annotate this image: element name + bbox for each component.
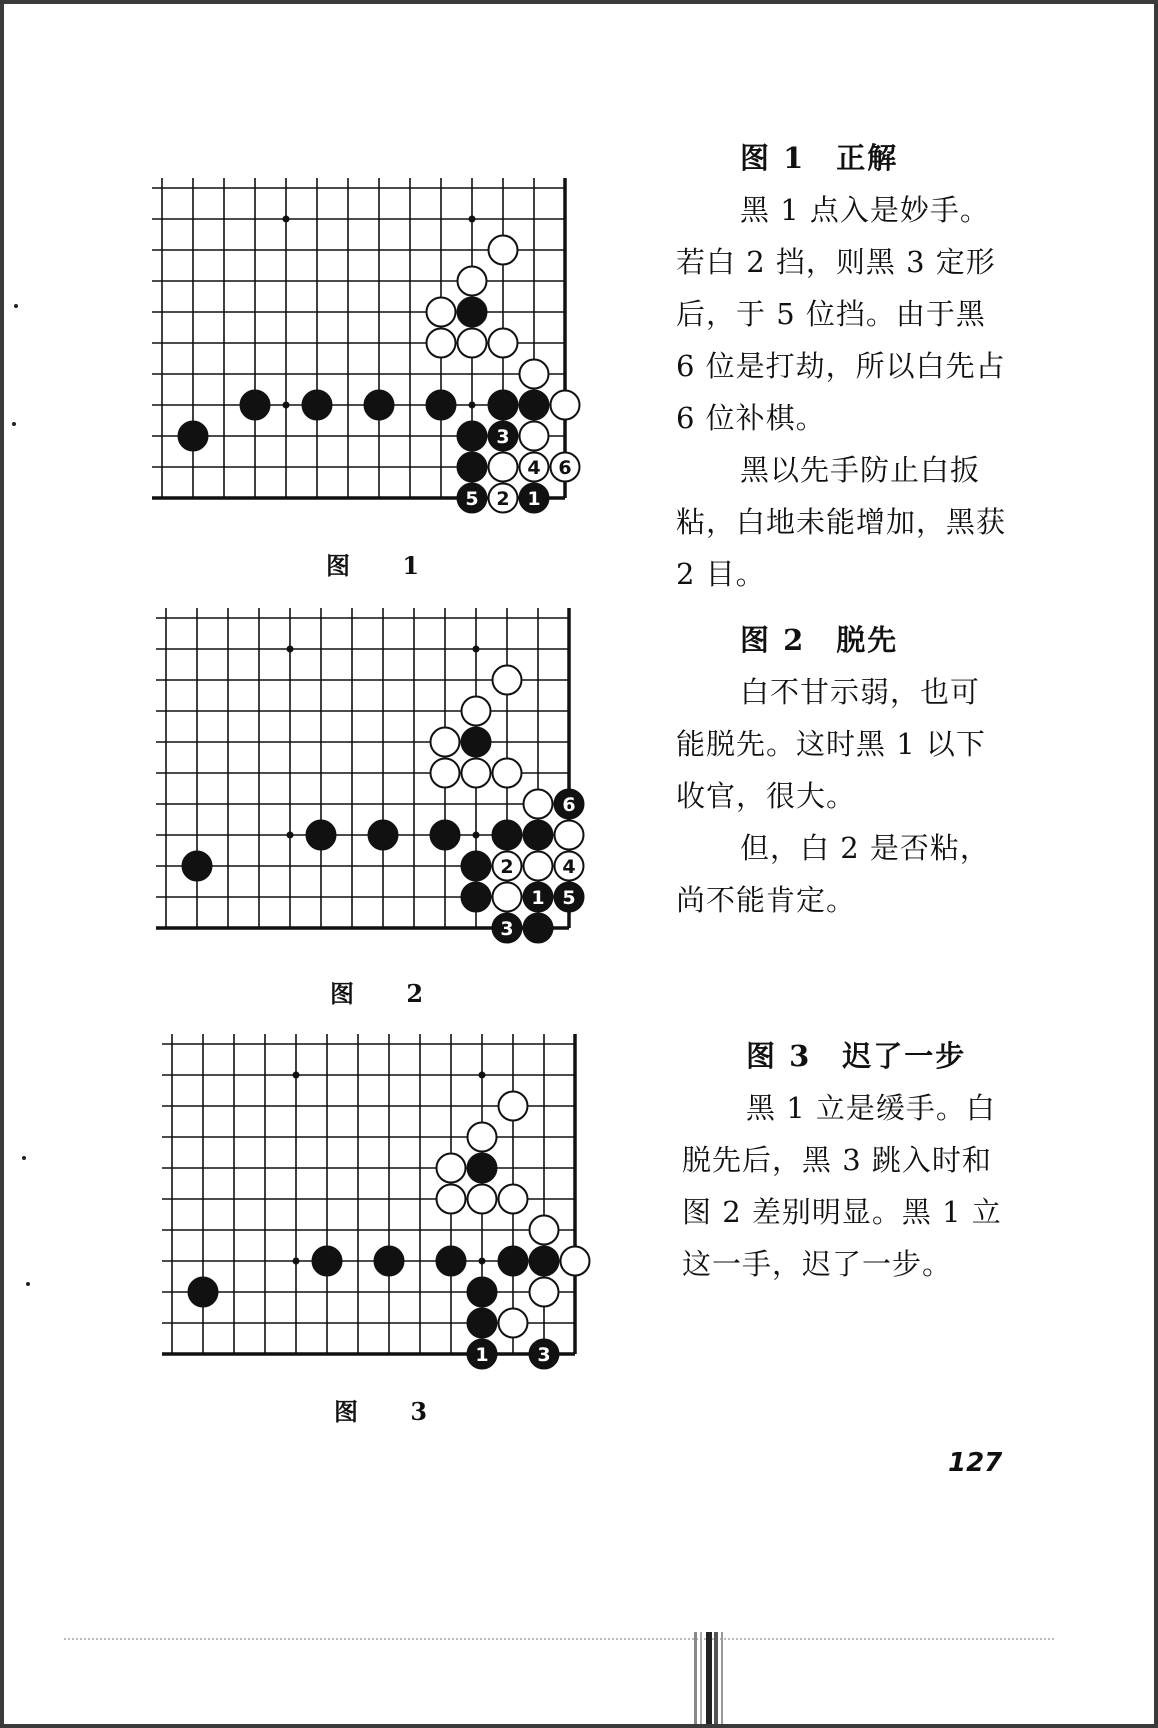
white-stone [524, 790, 553, 819]
go-board-diagram-3 [160, 1030, 610, 1390]
black-stone [183, 852, 212, 881]
star-point [287, 646, 294, 653]
star-point [479, 1258, 486, 1265]
black-stone [241, 391, 270, 420]
commentary-paragraph: 黑以先手防止白扳粘，白地未能增加，黑获 2 目。 [676, 453, 1007, 591]
star-point [287, 832, 294, 839]
commentary-heading-1: 图 1 正解 [740, 141, 899, 175]
star-point [293, 1258, 300, 1265]
white-stone [493, 759, 522, 788]
white-stone [530, 1278, 559, 1307]
white-stone [427, 329, 456, 358]
white-stone [462, 697, 491, 726]
black-stone [303, 391, 332, 420]
white-stone [458, 329, 487, 358]
move-number-label: 6 [562, 794, 576, 816]
black-stone [462, 852, 491, 881]
move-number-label: 3 [537, 1344, 551, 1366]
move-number-label: 4 [562, 856, 576, 878]
black-stone [520, 391, 549, 420]
book-page [4, 4, 1154, 1724]
go-board-diagram-2 [154, 604, 604, 964]
move-number-label: 1 [531, 887, 545, 909]
move-number-label: 2 [500, 856, 514, 878]
white-stone [499, 1185, 528, 1214]
white-stone [551, 391, 580, 420]
commentary-2 [676, 614, 1006, 926]
white-stone [493, 666, 522, 695]
black-stone [462, 728, 491, 757]
commentary-1 [676, 132, 1006, 600]
black-stone [530, 1247, 559, 1276]
scan-speck [22, 1156, 26, 1160]
move-number-label: 1 [527, 488, 541, 510]
black-stone [499, 1247, 528, 1276]
white-stone [431, 728, 460, 757]
black-stone [468, 1278, 497, 1307]
star-point [479, 1072, 486, 1079]
white-stone [489, 329, 518, 358]
scan-speck [12, 422, 16, 426]
star-point [469, 402, 476, 409]
star-point [293, 1072, 300, 1079]
black-stone [462, 883, 491, 912]
black-stone [427, 391, 456, 420]
white-stone [530, 1216, 559, 1245]
black-stone [493, 821, 522, 850]
move-number-label: 2 [496, 488, 510, 510]
white-stone [431, 759, 460, 788]
white-stone [561, 1247, 590, 1276]
black-stone [431, 821, 460, 850]
move-number-label: 5 [465, 488, 479, 510]
commentary-paragraph: 白不甘示弱，也可能脱先。这时黑 1 以下收官，很大。 [676, 675, 986, 813]
black-stone [369, 821, 398, 850]
white-stone [437, 1185, 466, 1214]
white-stone [489, 453, 518, 482]
white-stone [520, 360, 549, 389]
star-point [473, 646, 480, 653]
scan-speck [26, 1282, 30, 1286]
scan-binding-mark [694, 1632, 730, 1724]
black-stone [458, 422, 487, 451]
black-stone [524, 821, 553, 850]
white-stone [427, 298, 456, 327]
white-stone [524, 852, 553, 881]
black-stone [365, 391, 394, 420]
go-board-diagram-1 [150, 174, 600, 534]
black-stone [189, 1278, 218, 1307]
move-number-label: 3 [500, 918, 514, 940]
move-number-label: 3 [496, 426, 510, 448]
diagram-caption-2: 图 2 [330, 979, 446, 1008]
white-stone [489, 236, 518, 265]
diagram-caption-1: 图 1 [326, 551, 442, 580]
star-point [473, 832, 480, 839]
black-stone [524, 914, 553, 943]
black-stone [375, 1247, 404, 1276]
move-number-label: 5 [562, 887, 576, 909]
white-stone [462, 759, 491, 788]
black-stone [307, 821, 336, 850]
white-stone [468, 1185, 497, 1214]
black-stone [458, 453, 487, 482]
white-stone [468, 1123, 497, 1152]
black-stone [313, 1247, 342, 1276]
move-number-label: 1 [475, 1344, 489, 1366]
commentary-paragraph: 但，白 2 是否粘，尚不能肯定。 [676, 831, 990, 917]
commentary-heading-2: 图 2 脱先 [740, 623, 899, 657]
page-number: 127 [948, 1448, 1003, 1478]
commentary-paragraph: 黑 1 点入是妙手。若白 2 挡，则黑 3 定形后，于 5 位挡。由于黑 6 位是打劫，所以白先占 6 位补棋。 [676, 193, 1006, 435]
black-stone [179, 422, 208, 451]
white-stone [499, 1092, 528, 1121]
scan-dotted-line [64, 1638, 1054, 1642]
white-stone [437, 1154, 466, 1183]
move-number-label: 4 [527, 457, 541, 479]
star-point [283, 216, 290, 223]
move-number-label: 6 [558, 457, 572, 479]
black-stone [458, 298, 487, 327]
commentary-heading-3: 图 3 迟了一步 [746, 1039, 967, 1073]
star-point [469, 216, 476, 223]
black-stone [437, 1247, 466, 1276]
white-stone [458, 267, 487, 296]
commentary-paragraph: 黑 1 立是缓手。白脱先后，黑 3 跳入时和图 2 差别明显。黑 1 立这一手，迟了一步。 [682, 1091, 1002, 1281]
white-stone [499, 1309, 528, 1338]
black-stone [489, 391, 518, 420]
commentary-3 [682, 1030, 1012, 1290]
white-stone [493, 883, 522, 912]
diagram-caption-3: 图 3 [334, 1397, 450, 1426]
white-stone [520, 422, 549, 451]
scan-speck [14, 304, 18, 308]
white-stone [555, 821, 584, 850]
black-stone [468, 1309, 497, 1338]
star-point [283, 402, 290, 409]
black-stone [468, 1154, 497, 1183]
